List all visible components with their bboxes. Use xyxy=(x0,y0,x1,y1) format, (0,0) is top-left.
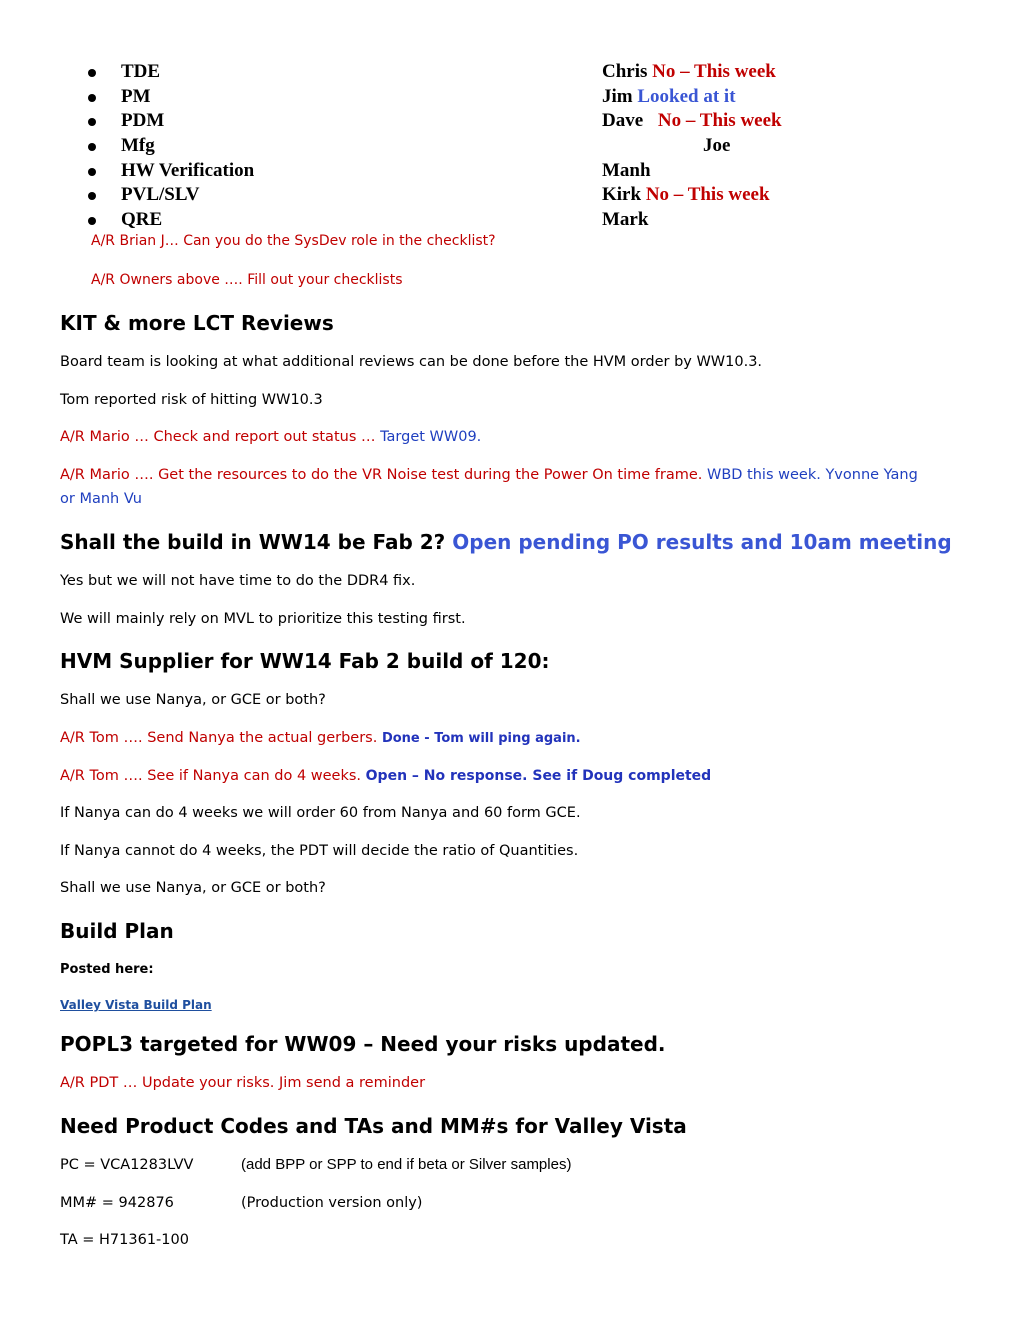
paragraph: Board team is looking at what additional reviews can be done before the HVM order by WW10.3. xyxy=(60,354,763,370)
action-owner: or Manh Vu xyxy=(60,491,142,507)
bullet-icon xyxy=(88,217,96,225)
action-item: A/R Owners above …. Fill out your checklists xyxy=(91,272,403,288)
heading-text: Shall the build in WW14 be Fab 2? xyxy=(60,530,453,554)
build-plan-link[interactable]: Valley Vista Build Plan xyxy=(60,998,212,1012)
role-hw-verification: HW Verification xyxy=(121,160,255,181)
owner-status: Looked at it xyxy=(637,86,736,107)
section-heading: Build Plan xyxy=(60,919,174,943)
action-item: A/R Brian J… Can you do the SysDev role in the checklist? xyxy=(91,233,496,249)
section-heading xyxy=(60,530,952,554)
action-item: A/R PDT … Update your risks. Jim send a reminder xyxy=(60,1075,426,1091)
owner-row xyxy=(602,110,782,132)
bullet-icon xyxy=(88,118,96,126)
bullet-icon xyxy=(88,168,96,176)
section-heading: HVM Supplier for WW14 Fab 2 build of 120: xyxy=(60,649,550,673)
paragraph: Yes but we will not have time to do the DDR4 fix. xyxy=(60,573,416,589)
section-heading: Need Product Codes and TAs and MM#s for Valley Vista xyxy=(60,1114,687,1138)
bullet-icon xyxy=(88,69,96,77)
action-status: Target WW09. xyxy=(380,429,482,445)
action-status: Done - Tom will ping again. xyxy=(381,731,581,746)
paragraph: If Nanya cannot do 4 weeks, the PDT will decide the ratio of Quantities. xyxy=(60,843,579,859)
paragraph: Shall we use Nanya, or GCE or both? xyxy=(60,692,326,708)
code-label: MM# = 942876 xyxy=(60,1195,174,1211)
paragraph: Shall we use Nanya, or GCE or both? xyxy=(60,880,326,896)
action-item xyxy=(60,730,581,746)
owner-name: Dave xyxy=(602,110,644,131)
code-note: (add BPP or SPP to end if beta or Silver samples) xyxy=(241,1156,572,1173)
owner-row xyxy=(602,61,776,83)
code-note: (Production version only) xyxy=(241,1195,423,1211)
owner-row xyxy=(602,184,770,206)
section-heading: KIT & more LCT Reviews xyxy=(60,311,334,335)
owner-name: Joe xyxy=(703,135,731,156)
owner-status: No – This week xyxy=(652,61,776,82)
action-item xyxy=(60,467,918,483)
paragraph: If Nanya can do 4 weeks we will order 60 from Nanya and 60 form GCE. xyxy=(60,805,581,821)
paragraph: We will mainly rely on MVL to prioritize this testing first. xyxy=(60,611,466,627)
action-text: A/R Mario … Check and report out status … xyxy=(60,429,381,445)
owner-name: Mark xyxy=(602,209,649,230)
action-owner: Yvonne Yang xyxy=(825,467,918,483)
bullet-icon xyxy=(88,143,96,151)
action-status: WBD this week. xyxy=(707,467,826,483)
code-label: TA = H71361-100 xyxy=(60,1232,189,1248)
code-label: PC = VCA1283LVV xyxy=(60,1157,194,1173)
owner-row xyxy=(602,86,736,108)
role-pvl-slv: PVL/SLV xyxy=(121,184,200,205)
posted-label: Posted here: xyxy=(60,962,154,977)
action-status: Open – No response. See if Doug completed xyxy=(365,768,712,784)
heading-status: Open pending PO results and 10am meeting xyxy=(452,530,952,554)
owner-name: Chris xyxy=(602,61,648,82)
owner-name: Jim xyxy=(602,86,633,107)
action-text: A/R Tom …. See if Nanya can do 4 weeks. xyxy=(60,768,366,784)
action-text: A/R Tom …. Send Nanya the actual gerbers. xyxy=(60,730,382,746)
role-qre: QRE xyxy=(121,209,163,230)
role-pm: PM xyxy=(121,86,151,107)
section-heading: POPL3 targeted for WW09 – Need your risks updated. xyxy=(60,1032,666,1056)
role-mfg: Mfg xyxy=(121,135,155,156)
bullet-icon xyxy=(88,192,96,200)
role-tde: TDE xyxy=(121,61,161,82)
bullet-icon xyxy=(88,94,96,102)
action-item xyxy=(60,768,711,784)
owner-status: No – This week xyxy=(657,110,782,131)
action-item xyxy=(60,429,481,445)
paragraph: Tom reported risk of hitting WW10.3 xyxy=(60,392,323,408)
role-pdm: PDM xyxy=(121,110,165,131)
owner-status: No – This week xyxy=(645,184,770,205)
owner-name: Manh xyxy=(602,160,651,181)
owner-name: Kirk xyxy=(602,184,642,205)
action-text: A/R Mario …. Get the resources to do the VR Noise test during the Power On time frame. xyxy=(60,467,707,483)
